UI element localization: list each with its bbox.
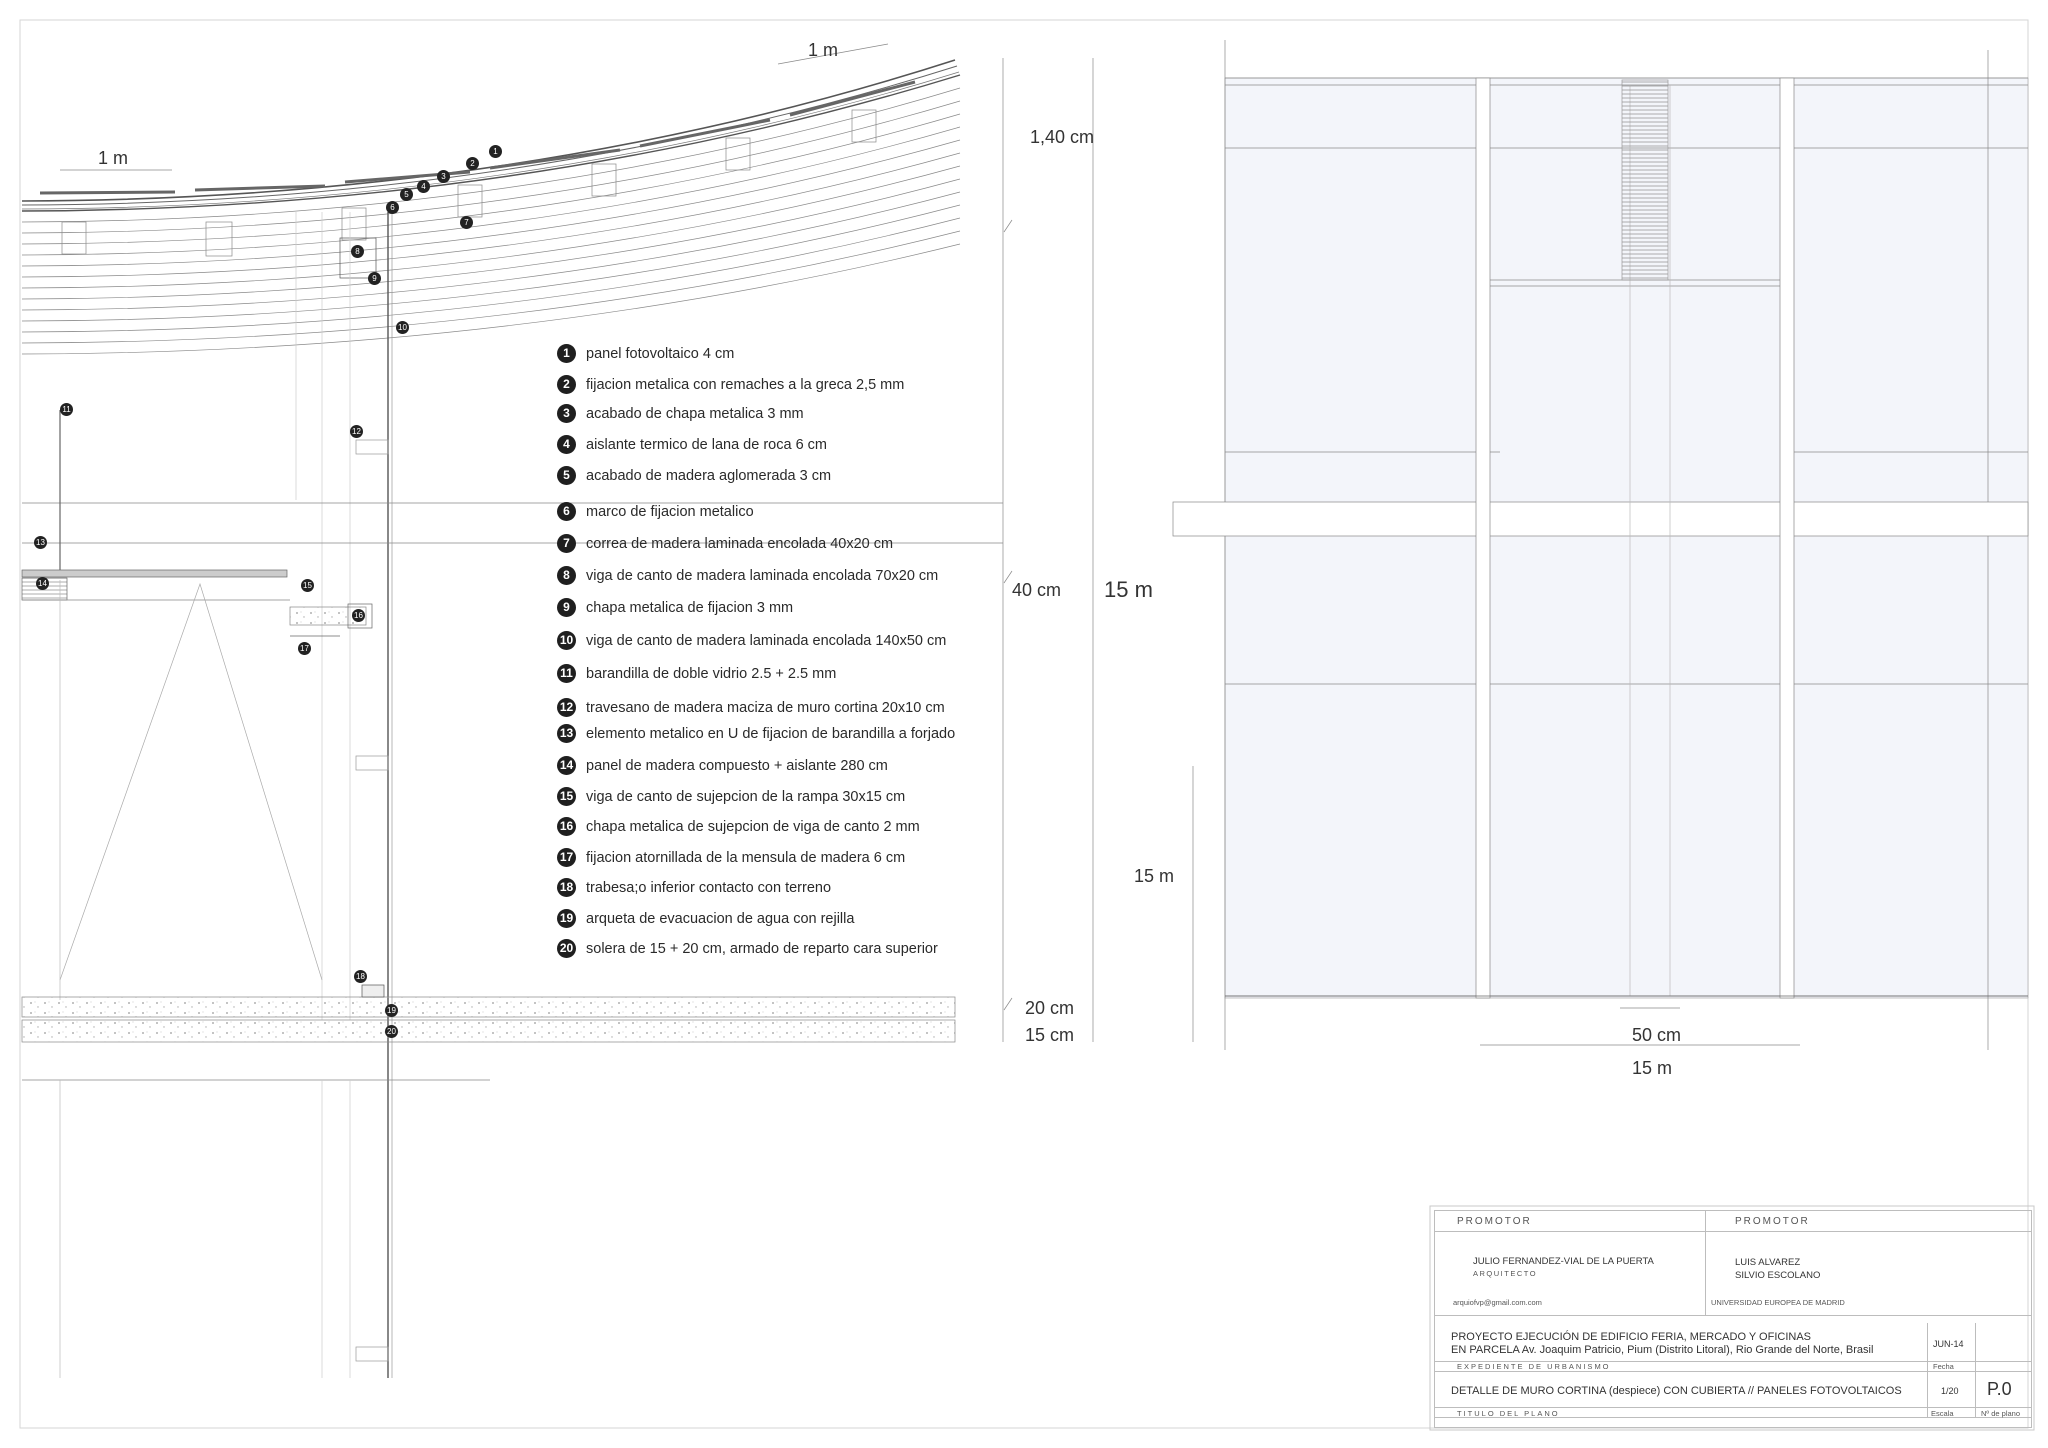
callout-6: 6 bbox=[386, 201, 399, 214]
legend-text: panel fotovoltaico 4 cm bbox=[586, 345, 735, 362]
legend-item bbox=[557, 817, 920, 836]
legend-text: trabesa;o inferior contacto con terreno bbox=[586, 879, 832, 896]
legend-number: 14 bbox=[557, 756, 576, 775]
legend-item bbox=[557, 466, 831, 485]
expediente-label: EXPEDIENTE DE URBANISMO bbox=[1457, 1362, 1611, 1371]
legend-text: viga de canto de sujepcion de la rampa 30x15 cm bbox=[586, 788, 906, 805]
callout-12: 12 bbox=[350, 425, 363, 438]
legend-number: 17 bbox=[557, 848, 576, 867]
callout-2: 2 bbox=[466, 157, 479, 170]
legend-item bbox=[557, 534, 893, 553]
legend-item bbox=[557, 404, 804, 423]
date-label: Fecha bbox=[1933, 1362, 1954, 1371]
dim-floor-slab: 20 cm bbox=[1025, 998, 1075, 1018]
legend-text: viga de canto de madera laminada encolada 70x20 cm bbox=[586, 567, 939, 584]
legend-item bbox=[557, 909, 854, 928]
dim-roof-panel-top: 1 m bbox=[808, 40, 839, 60]
email: arquiofvp@gmail.com.com bbox=[1453, 1298, 1542, 1307]
legend-text: viga de canto de madera laminada encolada 140x50 cm bbox=[586, 632, 947, 649]
plan-number-label: Nº de plano bbox=[1981, 1409, 2021, 1418]
legend-text: chapa metalica de fijacion 3 mm bbox=[586, 599, 794, 616]
dim-roof-height: 1,40 cm bbox=[1030, 127, 1095, 147]
author-role: ARQUITECTO bbox=[1473, 1269, 1538, 1278]
legend-text: correa de madera laminada encolada 40x20 cm bbox=[586, 535, 894, 552]
author-name: JULIO FERNANDEZ-VIAL DE LA PUERTA bbox=[1473, 1256, 1654, 1267]
scale: 1/20 bbox=[1941, 1386, 1959, 1396]
callout-11: 11 bbox=[60, 403, 73, 416]
dim-mullion-width: 50 cm bbox=[1632, 1025, 1682, 1045]
title-block bbox=[1434, 1210, 2032, 1428]
callout-19: 19 bbox=[385, 1004, 398, 1017]
legend-item bbox=[557, 598, 793, 617]
scale-label: Escala bbox=[1931, 1409, 1954, 1418]
university: UNIVERSIDAD EUROPEA DE MADRID bbox=[1711, 1298, 1845, 1307]
callout-17: 17 bbox=[298, 642, 311, 655]
legend-item bbox=[557, 344, 734, 363]
legend-text: acabado de chapa metalica 3 mm bbox=[586, 405, 804, 422]
elevation bbox=[1173, 40, 2028, 1050]
plan-number: P.0 bbox=[1987, 1379, 2012, 1399]
callout-4: 4 bbox=[417, 180, 430, 193]
legend-text: travesano de madera maciza de muro cortina 20x10 cm bbox=[586, 699, 945, 716]
legend-number: 6 bbox=[557, 502, 576, 521]
legend-number: 7 bbox=[557, 534, 576, 553]
legend-text: aislante termico de lana de roca 6 cm bbox=[586, 436, 827, 453]
legend-number: 19 bbox=[557, 909, 576, 928]
callout-1: 1 bbox=[489, 145, 502, 158]
callout-9: 9 bbox=[368, 272, 381, 285]
legend-item bbox=[557, 375, 904, 394]
legend-item bbox=[557, 698, 945, 717]
plan-title: DETALLE DE MURO CORTINA (despiece) CON CUBIERTA // PANELES FOTOVOLTAICOS bbox=[1451, 1385, 1902, 1397]
legend-text: elemento metalico en U de fijacion de barandilla a forjado bbox=[586, 725, 956, 742]
legend-text: marco de fijacion metalico bbox=[586, 503, 754, 520]
legend-text: chapa metalica de sujepcion de viga de canto 2 mm bbox=[586, 818, 920, 835]
legend-item bbox=[557, 664, 836, 683]
legend-number: 3 bbox=[557, 404, 576, 423]
dim-ground-slab: 15 cm bbox=[1025, 1025, 1075, 1045]
dim-slab-depth: 40 cm bbox=[1012, 580, 1062, 600]
callout-14: 14 bbox=[36, 577, 49, 590]
legend-text: solera de 15 + 20 cm, armado de reparto cara superior bbox=[586, 940, 938, 957]
legend-number: 20 bbox=[557, 939, 576, 958]
callout-13: 13 bbox=[34, 536, 47, 549]
legend-number: 15 bbox=[557, 787, 576, 806]
callout-16: 16 bbox=[352, 609, 365, 622]
legend-item bbox=[557, 724, 955, 743]
promotor-label-1: PROMOTOR bbox=[1457, 1216, 1532, 1227]
legend-number: 10 bbox=[557, 631, 576, 650]
promotor-label-2: PROMOTOR bbox=[1735, 1216, 1810, 1227]
dimension-lines bbox=[1003, 58, 1193, 1042]
callout-10: 10 bbox=[396, 321, 409, 334]
legend-text: fijacion metalica con remaches a la greca 2,5 mm bbox=[586, 376, 905, 393]
promotor-2-line2: SILVIO ESCOLANO bbox=[1735, 1270, 1821, 1281]
legend-number: 5 bbox=[557, 466, 576, 485]
callout-18: 18 bbox=[354, 970, 367, 983]
dim-elevation-height: 15 m bbox=[1134, 866, 1175, 886]
callout-8: 8 bbox=[351, 245, 364, 258]
legend-number: 1 bbox=[557, 344, 576, 363]
callout-7: 7 bbox=[460, 216, 473, 229]
legend-number: 16 bbox=[557, 817, 576, 836]
callout-5: 5 bbox=[400, 188, 413, 201]
legend-text: fijacion atornillada de la mensula de madera 6 cm bbox=[586, 849, 906, 866]
legend-text: panel de madera compuesto + aislante 280 cm bbox=[586, 757, 888, 774]
legend-item bbox=[557, 939, 938, 958]
legend-item bbox=[557, 566, 938, 585]
callout-20: 20 bbox=[385, 1025, 398, 1038]
project-line-1: PROYECTO EJECUCIÓN DE EDIFICIO FERIA, MERCADO Y OFICINAS bbox=[1451, 1331, 1811, 1343]
legend-item bbox=[557, 878, 831, 897]
dim-roof-panel-left: 1 m bbox=[98, 148, 129, 168]
roof-section bbox=[22, 44, 960, 354]
promotor-2-line1: LUIS ALVAREZ bbox=[1735, 1257, 1801, 1268]
legend-item bbox=[557, 787, 905, 806]
project-line-2: EN PARCELA Av. Joaquim Patricio, Pium (Distrito Litoral), Rio Grande del Norte, Brasil bbox=[1451, 1344, 1874, 1356]
legend-number: 12 bbox=[557, 698, 576, 717]
legend-number: 11 bbox=[557, 664, 576, 683]
legend-item bbox=[557, 848, 905, 867]
legend-item bbox=[557, 756, 888, 775]
callout-15: 15 bbox=[301, 579, 314, 592]
date: JUN-14 bbox=[1933, 1339, 1964, 1349]
legend-text: barandilla de doble vidrio 2.5 + 2.5 mm bbox=[586, 665, 837, 682]
titulo-label: TITULO DEL PLANO bbox=[1457, 1409, 1560, 1418]
legend-item bbox=[557, 631, 946, 650]
dim-elevation-width: 15 m bbox=[1632, 1058, 1673, 1078]
legend-number: 9 bbox=[557, 598, 576, 617]
legend-number: 8 bbox=[557, 566, 576, 585]
legend-text: arqueta de evacuacion de agua con rejilla bbox=[586, 910, 855, 927]
legend-number: 2 bbox=[557, 375, 576, 394]
legend-number: 18 bbox=[557, 878, 576, 897]
legend-number: 13 bbox=[557, 724, 576, 743]
legend-item bbox=[557, 502, 754, 521]
legend-item bbox=[557, 435, 827, 454]
dim-total-height: 15 m bbox=[1104, 577, 1153, 602]
legend-text: acabado de madera aglomerada 3 cm bbox=[586, 467, 832, 484]
callout-3: 3 bbox=[437, 170, 450, 183]
legend-number: 4 bbox=[557, 435, 576, 454]
